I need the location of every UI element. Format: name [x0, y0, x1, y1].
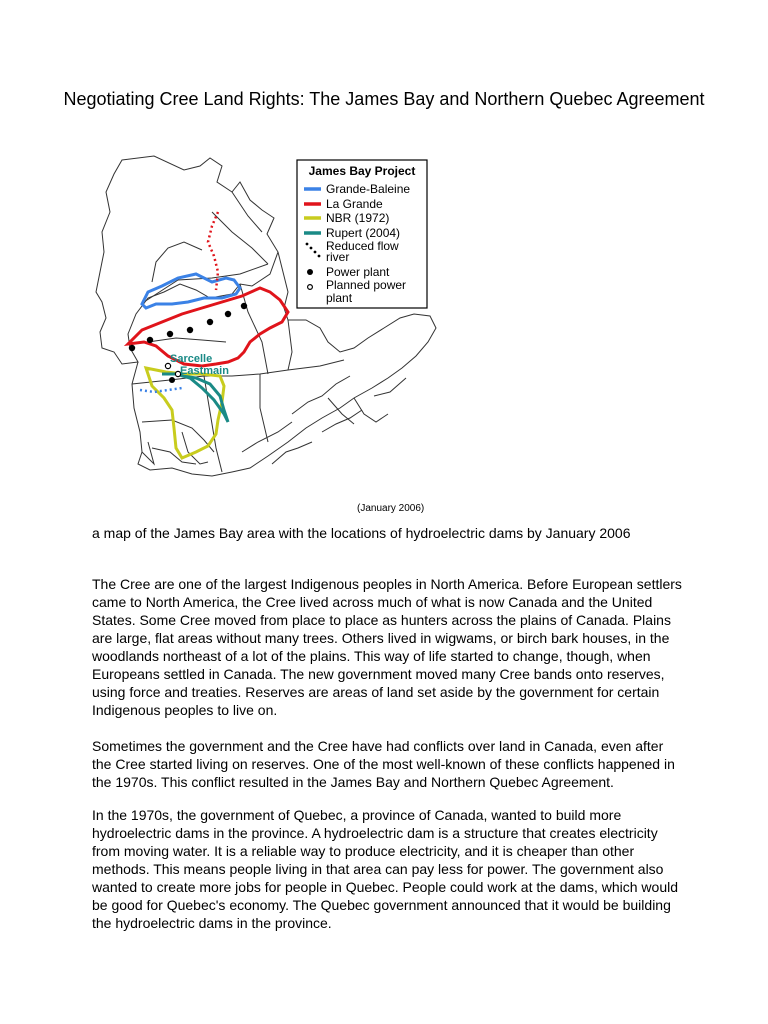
- region-line: [354, 398, 388, 422]
- legend-label: plant: [326, 291, 353, 305]
- legend-label: Planned power: [326, 278, 407, 292]
- legend-label: Rupert (2004): [326, 226, 401, 240]
- power-plant: [241, 303, 247, 309]
- paragraph: The Cree are one of the largest Indigenous peoples in North America. Before European settlers came to North America, the Cree lived across much of what is now Canada and the United States. Some Cree moved from place to place as hunters across the plains of Canada. Plains are large, flat areas without many trees. Others lived in wigwams, or birch bark houses, in the woodlands northeast of a lot of the plains. This way of life started to change, though, when Europeans settled in Canada. The new government moved many Cree bands onto reserves, using force and treaties. Reserves are areas of land set aside by the government for certain Indigenous peoples to live on.: [92, 576, 682, 718]
- legend-title: James Bay Project: [308, 164, 416, 178]
- region-line: [292, 376, 350, 414]
- power-plant: [129, 345, 135, 351]
- legend-swatch-power-plant: [307, 269, 313, 275]
- legend-swatch-planned: [308, 285, 313, 290]
- legend-label: La Grande: [326, 197, 383, 211]
- region-line: [328, 398, 354, 424]
- label-sarcelle: Sarcelle: [170, 353, 213, 365]
- power-plant: [225, 311, 231, 317]
- region-line: [260, 374, 268, 442]
- document-title: Negotiating Cree Land Rights: The James Bay and Northern Quebec Agreement: [63, 89, 705, 109]
- power-plant: [167, 331, 173, 337]
- paragraph: In the 1970s, the government of Quebec, a province of Canada, wanted to build more hydroelectric dams in the province. A hydroelectric dam is a structure that creates electricity from moving water. It is a reliable way to produce electricity, and it is cheaper than other methods. This means people living in that area can pay less for power. The government also wanted to create more jobs for people in Quebec. People could work at the dams, which would be good for Quebec's economy. The Quebec government announced that it would be building the hydroelectric dams in the province.: [92, 807, 678, 931]
- legend-label: Reduced flow: [326, 239, 399, 253]
- legend-label: Power plant: [326, 265, 390, 279]
- map-caption: a map of the James Bay area with the locations of hydroelectric dams by January 2006: [92, 525, 631, 541]
- region-line: [374, 378, 406, 396]
- paragraph: Sometimes the government and the Cree have had conflicts over land in Canada, even after the Cree started living on reserves. One of the most well-known of these conflicts happened in the 1970s. This conflict resulted in the James Bay and Northern Quebec Agreement.: [92, 738, 675, 790]
- quebec-outline: [96, 156, 278, 364]
- region-line: [144, 264, 268, 302]
- legend-label: river: [326, 250, 350, 264]
- region-line: [240, 284, 268, 374]
- region-line: [212, 212, 268, 264]
- map-legend: [297, 160, 427, 308]
- map-svg: [92, 152, 442, 516]
- label-eastmain: Eastmain: [180, 365, 229, 377]
- region-line: [142, 442, 154, 464]
- region-line: [232, 192, 262, 232]
- power-plant: [207, 319, 213, 325]
- region-line: [152, 242, 202, 282]
- legend-label: NBR (1972): [326, 211, 390, 225]
- reduced-flow-blue: [140, 388, 182, 392]
- legend-label: Grande-Baleine: [326, 182, 411, 196]
- power-plant: [147, 337, 153, 343]
- region-line: [288, 320, 292, 370]
- map-date-note: (January 2006): [357, 503, 425, 514]
- region-line: [148, 338, 226, 342]
- power-plant: [187, 327, 193, 333]
- region-line: [272, 442, 312, 464]
- james-bay-map: [92, 152, 442, 516]
- region-line: [242, 422, 292, 452]
- power-plant: [169, 377, 175, 383]
- region-line: [204, 376, 222, 472]
